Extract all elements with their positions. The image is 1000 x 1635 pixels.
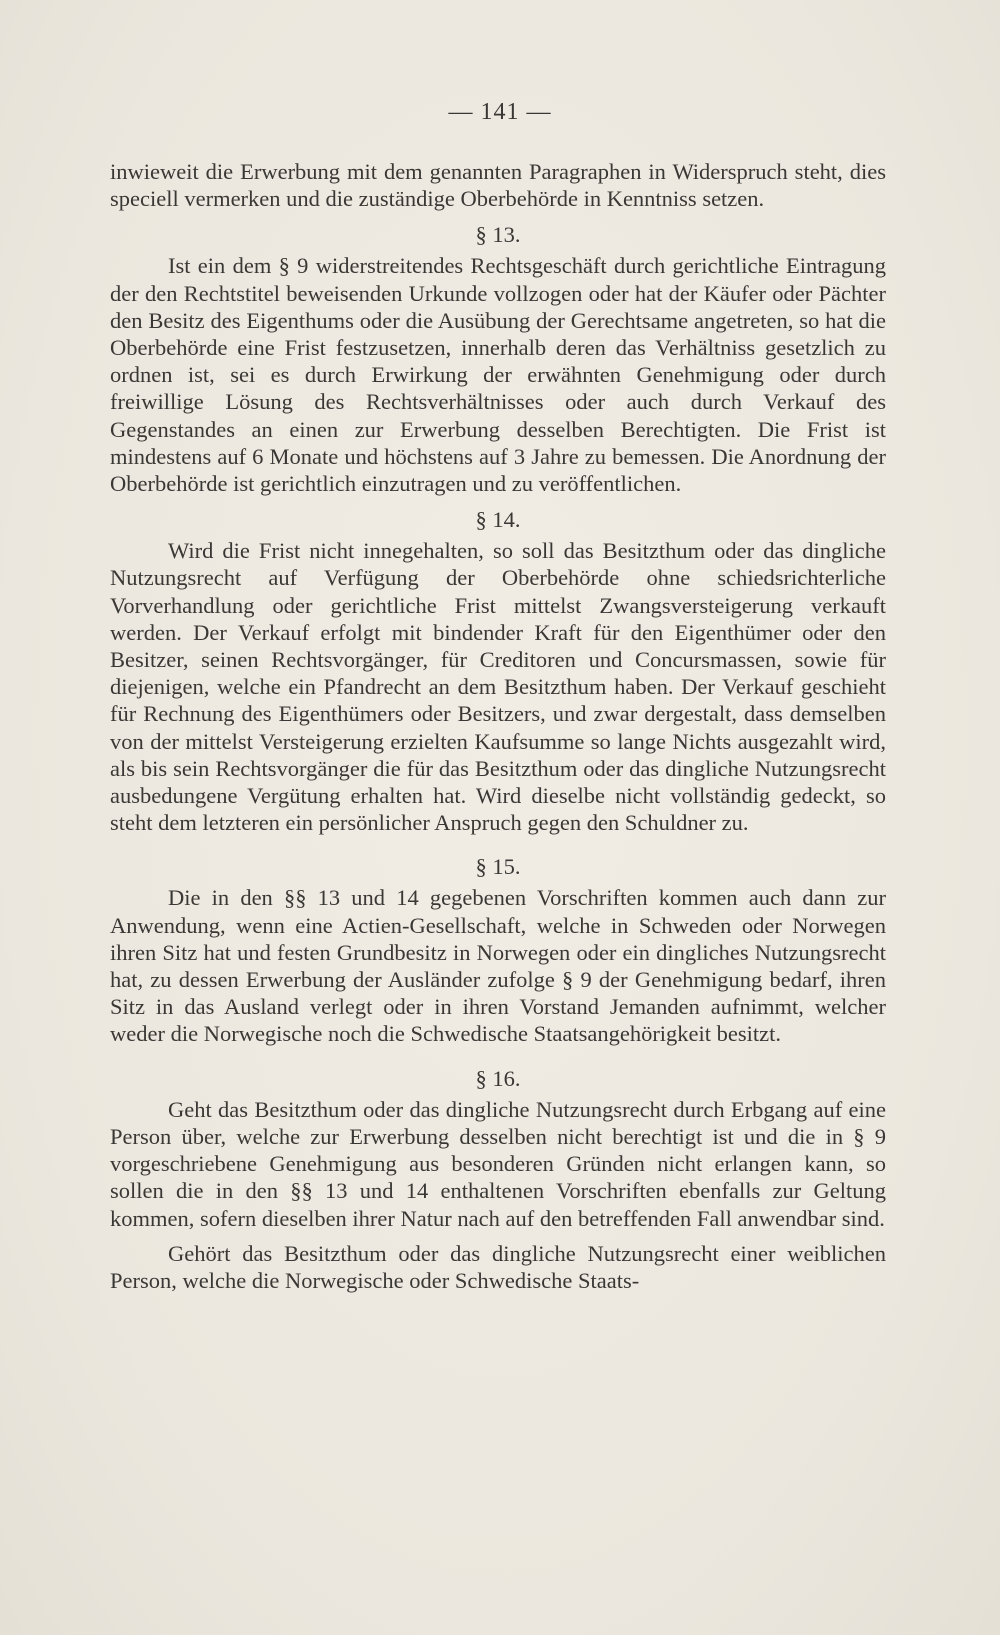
section-13-paragraph: Ist ein dem § 9 widerstreitendes Rechtsgeschäft durch gerichtliche Eintragung der den Rechtstitel beweisenden Urkunde vollzogen oder hat der Käufer oder Pächter den Besitz des Eigenthums oder die Ausübung der Gerechtsame angetreten, so hat die Oberbehörde eine Frist festzusetzen, innerhalb deren das Verhältniss gesetzlich zu ordnen ist, sei es durch Erwirkung der erwähnten Genehmigung oder durch freiwillige Lösung des Rechtsverhältnisses oder auch durch Verkauf des Gegenstandes an einen zur Erwerbung desselben Berechtigten. Die Frist ist mindestens auf 6 Monate und höchstens auf 3 Jahre zu bemessen. Die Anordnung der Oberbehörde ist gerichtlich einzutragen und zu veröffentlichen. <box>110 253 886 497</box>
section-15-heading: § 15. <box>475 854 521 880</box>
page-number: — 141 — <box>448 99 552 125</box>
intro-paragraph: inwieweit die Erwerbung mit dem genannten Paragraphen in Widerspruch steht, dies speciell vermerken und die zuständige Oberbehörde in Kenntniss setzen. <box>110 159 886 212</box>
section-13-heading: § 13. <box>475 222 521 248</box>
section-14-paragraph: Wird die Frist nicht innegehalten, so soll das Besitzthum oder das dingliche Nutzungsrecht auf Verfügung der Oberbehörde ohne schiedsrichterliche Vorverhandlung oder gerichtliche Frist mittelst Zwangsversteigerung verkauft werden. Der Verkauf erfolgt mit bindender Kraft für den Eigenthümer oder den Besitzer, seinen Rechtsvorgänger, für Creditoren und Concursmassen, sowie für diejenigen, welche ein Pfandrecht an dem Besitzthum haben. Der Verkauf geschieht für Rechnung des Eigenthümers oder Besitzers, und zwar dergestalt, dass demselben von der mittelst Versteigerung erzielten Kaufsumme so lange Nichts ausgezahlt wird, als bis sein Rechtsvorgänger die für das Besitzthum oder das dingliche Nutzungsrecht ausbedungene Vergütung erhalten hat. Wird dieselbe nicht vollständig gedeckt, so steht dem letzteren ein persönlicher Anspruch gegen den Schuldner zu. <box>110 538 886 836</box>
page-body <box>110 158 886 1294</box>
section-16-paragraph-1: Geht das Besitzthum oder das dingliche Nutzungsrecht durch Erbgang auf eine Person über, welche zur Erwerbung desselben nicht berechtigt ist und die in § 9 vorgeschriebene Genehmigung aus besonderen Gründen nicht erlangen kann, so sollen die in den §§ 13 und 14 enthaltenen Vorschriften ebenfalls zur Geltung kommen, sofern dieselben ihrer Natur nach auf den betreffenden Fall anwendbar sind. <box>110 1096 886 1231</box>
section-16-paragraph-2: Gehört das Besitzthum oder das dingliche Nutzungsrecht einer weiblichen Person, welche die Norwegische oder Schwedische Staats- <box>110 1240 886 1293</box>
section-16-heading: § 16. <box>475 1065 521 1091</box>
paragraph-gap <box>110 1232 886 1240</box>
section-14-heading: § 14. <box>475 507 521 533</box>
section-15-paragraph: Die in den §§ 13 und 14 gegebenen Vorschriften kommen auch dann zur Anwendung, wenn eine Actien-Gesellschaft, welche in Schweden oder Norwegen ihren Sitz hat und festen Grundbesitz in Norwegen oder ein dingliches Nutzungsrecht hat, zu dessen Erwerbung der Ausländer zufolge § 9 der Genehmigung bedarf, ihren Sitz in das Ausland verlegt oder in ihren Vorstand Jemanden aufnimmt, welcher weder die Norwegische noch die Schwedische Staatsangehörigkeit besitzt. <box>110 885 886 1047</box>
